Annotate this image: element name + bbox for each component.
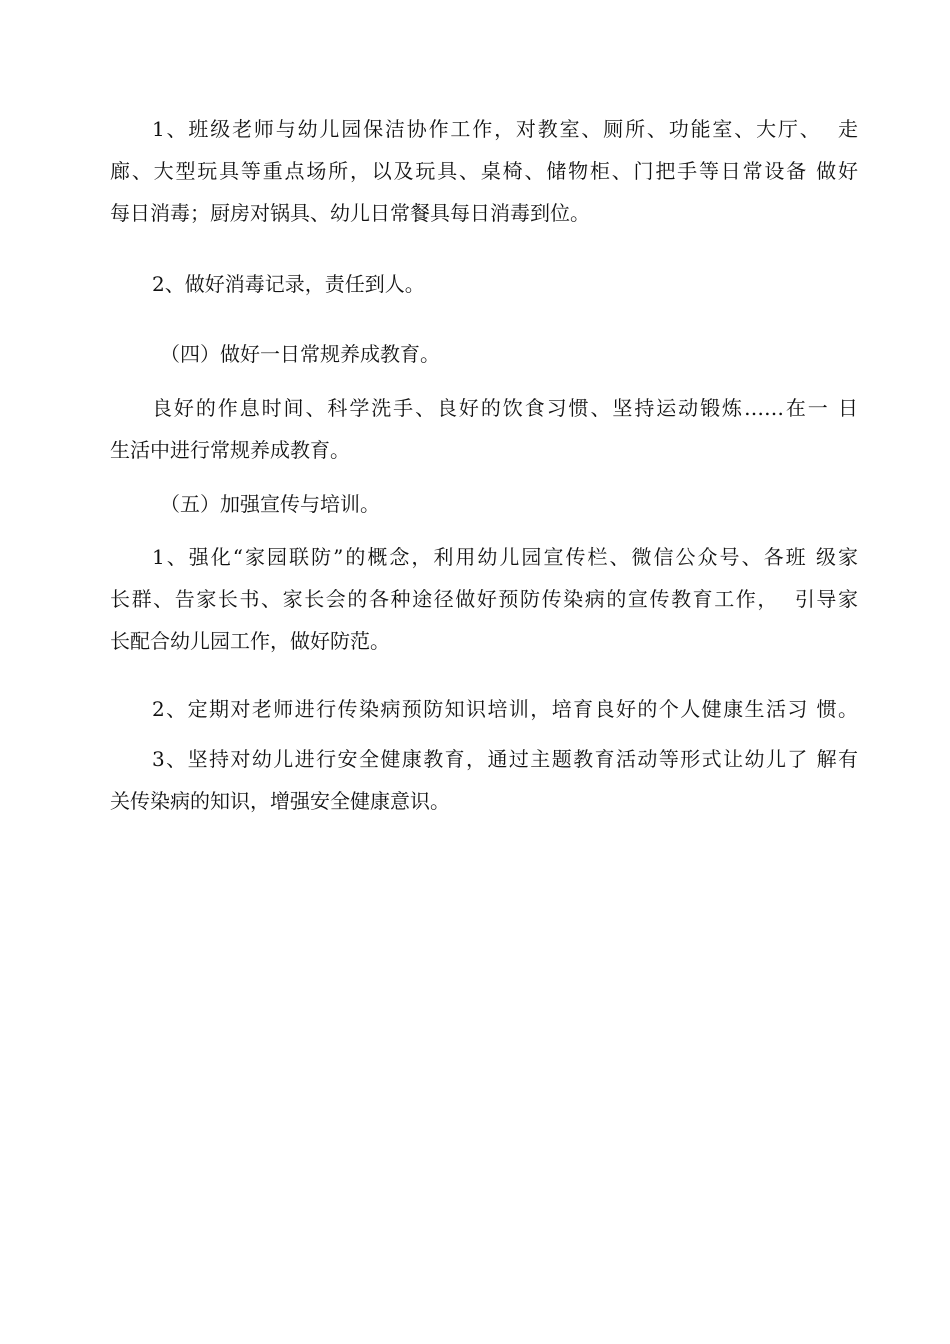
- text-line: 长配合幼儿园工作，做好防范。: [110, 629, 390, 653]
- text-line: 每日消毒；厨房对锅具、幼儿日常餐具每日消毒到位。: [110, 201, 590, 225]
- text-line: 良好的作息时间、科学洗手、良好的饮食习惯、坚持运动锻炼……在一 日: [152, 396, 858, 420]
- text-line: 2、定期对老师进行传染病预防知识培训，培育良好的个人健康生活习 惯。: [152, 697, 858, 721]
- heading-text: （四）做好一日常规养成教育。: [160, 342, 440, 366]
- text-line: 长群、告家长书、家长会的各种途径做好预防传染病的宣传教育工作， 引导家: [110, 587, 858, 611]
- text-line: 关传染病的知识，增强安全健康意识。: [110, 789, 450, 813]
- text-line: 生活中进行常规养成教育。: [110, 438, 350, 462]
- paragraph-home-school-prevention: [110, 536, 858, 662]
- section-heading-five: [110, 483, 858, 525]
- paragraph-teacher-training: [110, 688, 858, 730]
- paragraph-disinfection-records: [110, 263, 858, 305]
- text-line: 2、做好消毒记录，责任到人。: [152, 272, 425, 296]
- paragraph-disinfection-cooperation: [110, 108, 858, 234]
- paragraph-routine-education: [110, 387, 858, 471]
- text-line: 1、班级老师与幼儿园保洁协作工作，对教室、厕所、功能室、大厅、 走: [152, 117, 858, 141]
- text-line: 廊、大型玩具等重点场所，以及玩具、桌椅、储物柜、门把手等日常设备 做好: [110, 159, 858, 183]
- section-heading-four: [110, 333, 858, 375]
- paragraph-child-health-education: [110, 738, 858, 822]
- text-line: 3、坚持对幼儿进行安全健康教育，通过主题教育活动等形式让幼儿了 解有: [152, 747, 858, 771]
- heading-text: （五）加强宣传与培训。: [160, 492, 380, 516]
- text-line: 1、强化“家园联防”的概念，利用幼儿园宣传栏、微信公众号、各班 级家: [152, 545, 858, 569]
